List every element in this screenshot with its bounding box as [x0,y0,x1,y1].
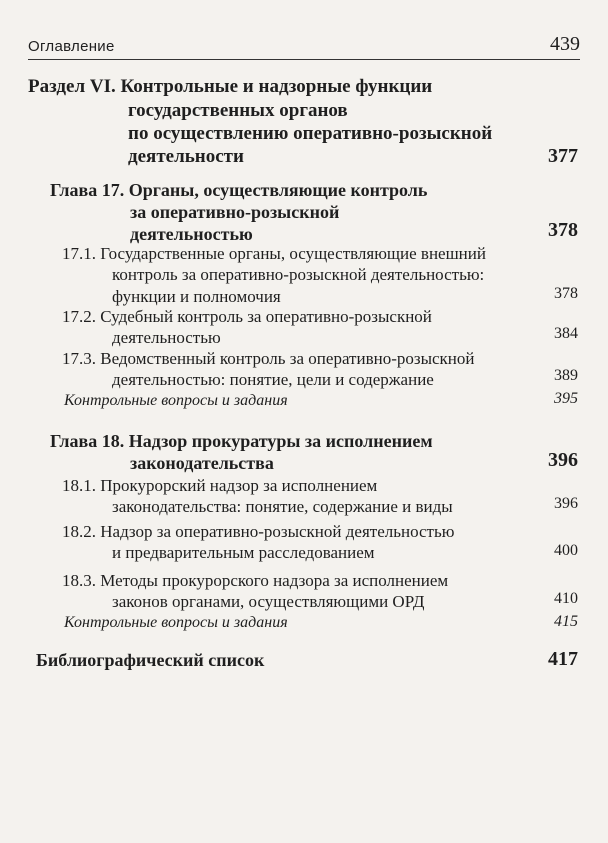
item17-2-line-1: 17.2. Судебный контроль за оперативно-розыскной [62,307,432,326]
item17-1-line-2: контроль за оперативно-розыскной деятельностью: [112,265,485,284]
chapter18-title-line-1: Глава 18. Надзор прокуратуры за исполнением [50,431,433,451]
item18-3-line-2: законов органами, осуществляющими ОРД [112,592,425,611]
item18-2-page: 400 [554,542,578,559]
item17-3-line-1: 17.3. Ведомственный контроль за оперативно-розыскной [62,349,475,368]
header-page-number: 439 [550,33,580,55]
item18-2-line-1: 18.2. Надзор за оперативно-розыскной деятельностью [62,522,455,541]
section-title-line-2: государственных органов [128,100,348,121]
item18-2-line-2: и предварительным расследованием [112,543,375,562]
item18-1-page: 396 [554,495,578,512]
header-rule [28,59,580,60]
item17-3-page: 389 [554,367,578,384]
chapter17-title-line-1: Глава 17. Органы, осуществляющие контроль [50,180,428,200]
questions18-page: 415 [554,613,578,630]
chapter17-page: 378 [548,219,578,241]
item18-3-page: 410 [554,590,578,607]
item17-3-line-2: деятельностью: понятие, цели и содержание [112,370,434,389]
bibliography-page: 417 [548,648,578,670]
chapter18-title-line-2: законодательства [130,453,274,473]
item18-1-line-2: законодательства: понятие, содержание и виды [112,497,453,516]
section-title-line-3: по осуществлению оперативно-розыскной [128,123,493,144]
chapter18-page: 396 [548,449,578,471]
questions17-label: Контрольные вопросы и задания [64,392,288,409]
questions18-label: Контрольные вопросы и задания [64,614,288,631]
chapter17-title-line-3: деятельностью [130,224,253,244]
item17-2-line-2: деятельностью [112,328,221,347]
section-title-line-1: Раздел VI. Контрольные и надзорные функции [28,76,433,97]
header-title: Оглавление [28,38,115,55]
bibliography-label: Библиографический список [36,650,265,670]
item17-1-page: 378 [554,285,578,302]
section-title-line-4: деятельности [128,146,244,167]
item18-3-line-1: 18.3. Методы прокурорского надзора за исполнением [62,571,449,590]
item18-1-line-1: 18.1. Прокурорский надзор за исполнением [62,476,378,495]
questions17-page: 395 [554,390,578,407]
running-header [28,34,580,60]
item17-1-line-3: функции и полномочия [112,287,281,306]
item17-2-page: 384 [554,325,578,342]
section-page: 377 [548,145,578,167]
chapter17-title-line-2: за оперативно-розыскной [130,202,340,222]
item17-1-line-1: 17.1. Государственные органы, осуществляющие внешний [62,244,486,263]
